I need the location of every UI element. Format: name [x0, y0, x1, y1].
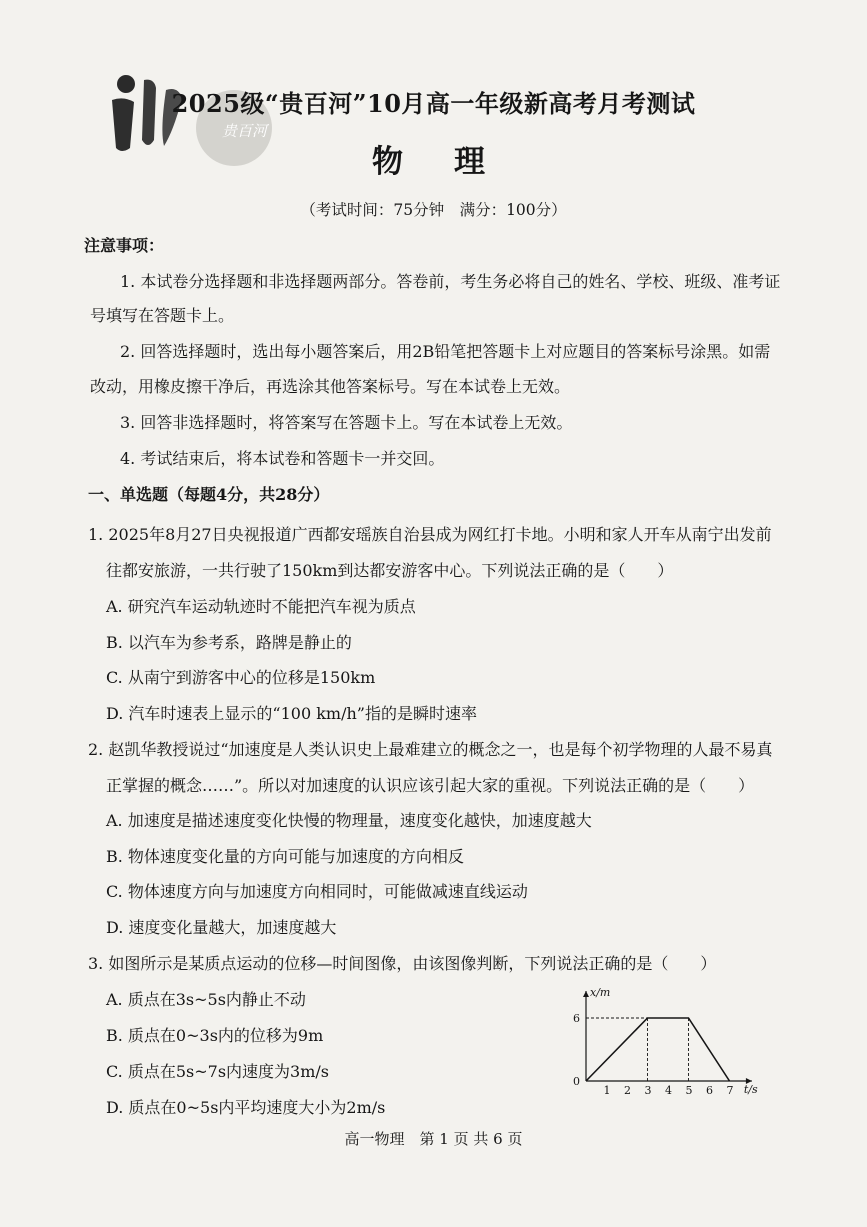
- q2-option-c: C. 物体速度方向与加速度方向相同时，可能做减速直线运动: [106, 882, 528, 901]
- x-tick-label: 7: [726, 1084, 734, 1097]
- q1-stem-line-2: 往都安旅游，一共行驶了150km到达都安游客中心。下列说法正确的是（ ）: [106, 561, 674, 580]
- q2-option-b: B. 物体速度变化量的方向可能与加速度的方向相反: [106, 847, 464, 866]
- notes-item-1-line-2: 号填写在答题卡上。: [90, 306, 235, 325]
- q1-option-d: D. 汽车时速表上显示的“100 km/h”指的是瞬时速率: [106, 704, 477, 723]
- exam-title: 2025级“贵百河”10月高一年级新高考月考测试: [171, 89, 696, 118]
- x-tick-label: 1: [603, 1084, 611, 1097]
- notes-item-2-line-1: 2. 回答选择题时，选出每小题答案后，用2B铅笔把答题卡上对应题目的答案标号涂黑。如需: [120, 342, 771, 361]
- q3-option-c: C. 质点在5s~7s内速度为3m/s: [106, 1062, 329, 1081]
- y-tick-label: 0: [573, 1075, 580, 1088]
- x-tick-label: 6: [706, 1084, 713, 1097]
- x-tick-label: 2: [624, 1084, 631, 1097]
- q3-option-d: D. 质点在0~5s内平均速度大小为2m/s: [106, 1098, 386, 1117]
- notes-item-2-line-2: 改动，用橡皮擦干净后，再选涂其他答案标号。写在本试卷上无效。: [90, 377, 571, 396]
- y-tick-label: 6: [573, 1012, 580, 1025]
- x-tick-label: 5: [685, 1084, 693, 1097]
- displacement-time-graph: [560, 986, 770, 1115]
- x-tick-label: 4: [665, 1084, 672, 1097]
- section-title: 一、单选题（每题4分，共28分）: [88, 485, 330, 504]
- notes-item-1-line-1: 1. 本试卷分选择题和非选择题两部分。答卷前，考生务必将自己的姓名、学校、班级、准考证: [120, 272, 781, 291]
- q2-stem-line-2: 正掌握的概念……”。所以对加速度的认识应该引起大家的重视。下列说法正确的是（ ）: [106, 776, 755, 795]
- q1-stem-line-1: 1. 2025年8月27日央视报道广西都安瑶族自治县成为网红打卡地。小明和家人开车从南宁出发前: [88, 525, 772, 544]
- subject-title: 物 理: [372, 144, 495, 180]
- notes-title: 注意事项：: [84, 236, 165, 255]
- page-footer: 高一物理 第 1 页 共 6 页: [344, 1130, 523, 1148]
- q1-option-c: C. 从南宁到游客中心的位移是150km: [106, 668, 376, 687]
- notes-item-4: 4. 考试结束后，将本试卷和答题卡一并交回。: [120, 449, 445, 468]
- q2-option-d: D. 速度变化量越大，加速度越大: [106, 918, 337, 937]
- y-axis-arrow: [583, 991, 589, 997]
- q2-option-a: A. 加速度是描述速度变化快慢的物理量，速度变化越快，加速度越大: [106, 811, 592, 830]
- x-tick-label: 3: [644, 1084, 652, 1097]
- q2-stem-line-1: 2. 赵凯华教授说过“加速度是人类认识史上最难建立的概念之一，也是每个初学物理的人最不易真: [88, 740, 773, 759]
- q3-option-b: B. 质点在0~3s内的位移为9m: [106, 1026, 324, 1045]
- svg-text:贵百河: 贵百河: [222, 122, 268, 140]
- notes-item-3: 3. 回答非选择题时，将答案写在答题卡上。写在本试卷上无效。: [120, 413, 573, 432]
- q3-option-a: A. 质点在3s~5s内静止不动: [106, 990, 306, 1009]
- x-axis-label: t/s: [743, 1083, 758, 1096]
- q1-option-b: B. 以汽车为参考系，路牌是静止的: [106, 633, 352, 652]
- exam-info: （考试时间：75分钟 满分：100分）: [300, 201, 567, 219]
- y-axis-label: x/m: [590, 986, 611, 999]
- series-line: [586, 1018, 730, 1081]
- q3-stem: 3. 如图所示是某质点运动的位移—时间图像，由该图像判断，下列说法正确的是（ ）: [88, 954, 717, 973]
- q1-option-a: A. 研究汽车运动轨迹时不能把汽车视为质点: [106, 597, 416, 616]
